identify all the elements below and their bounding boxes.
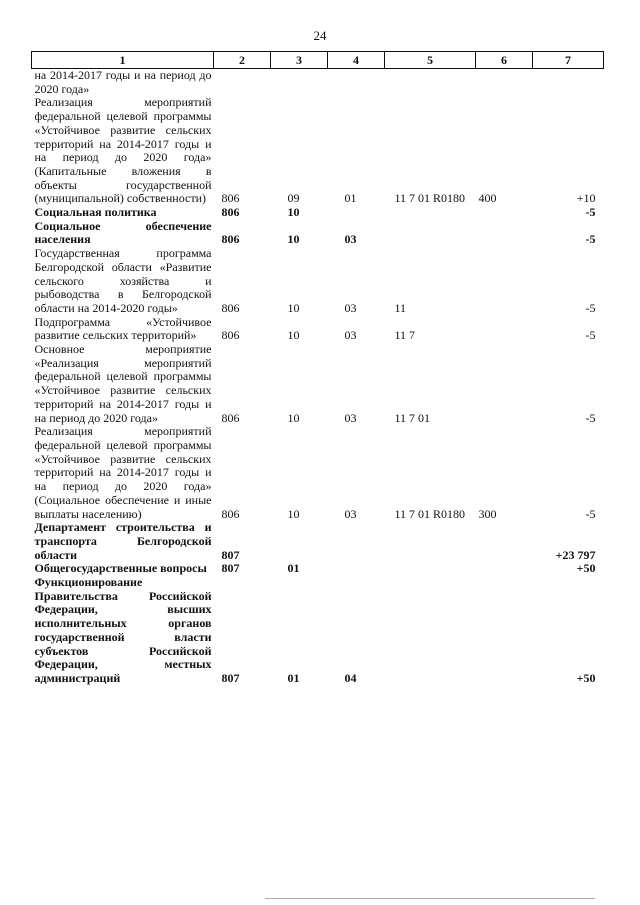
row-c3-cell	[271, 521, 328, 562]
row-c3-cell: 10	[287, 205, 300, 220]
row-c4-cell	[328, 521, 385, 562]
row-name-cell: Общегосударственные вопросы	[34, 561, 207, 576]
table-row	[32, 576, 604, 686]
table-row	[32, 562, 604, 576]
row-name-cell: Реализация мероприятий федеральной целевой программы «Устойчивое развитие сельских территорий на 2014-2017 годы и на период до 2020 года» (Социальное обеспечение и иные выплаты населению)	[34, 424, 212, 521]
row-c7-cell: +50	[576, 561, 596, 576]
row-c2-cell	[214, 69, 271, 97]
row-c7-cell: -5	[585, 205, 596, 220]
row-name-cell: на 2014-2017 годы и на период до 2020 года»	[34, 68, 212, 96]
row-c5-cell	[385, 220, 476, 247]
row-c2-cell: 807	[221, 561, 240, 576]
row-c4-cell: 04	[344, 670, 357, 685]
row-c3-cell: 01	[287, 561, 300, 576]
row-c7-cell: +10	[576, 191, 596, 206]
row-c7-cell	[533, 69, 604, 97]
row-name-cell: Подпрограмма «Устойчивое развитие сельских территорий»	[34, 314, 212, 343]
row-c4-cell: 03	[344, 232, 357, 247]
row-c5-cell: 11 7	[394, 328, 416, 343]
table-row	[32, 96, 604, 206]
row-c3-cell: 10	[287, 506, 300, 521]
row-c6-cell	[476, 343, 533, 425]
row-c6-cell	[476, 576, 533, 686]
row-c6-cell	[476, 316, 533, 343]
row-c2-cell: 806	[221, 191, 240, 206]
row-c6-cell	[476, 206, 533, 220]
row-c6-cell	[476, 69, 533, 97]
header-col-6: 6	[476, 52, 533, 69]
row-name-cell: Реализация мероприятий федеральной целевой программы «Устойчивое развитие сельских территорий на 2014-2017 годы и на период до 2020 года» (Капитальные вложения в объекты государственной (муниципальной) собственности)	[34, 95, 212, 206]
table-row	[32, 316, 604, 343]
row-c3-cell: 09	[287, 191, 300, 206]
table-row	[32, 220, 604, 247]
row-c2-cell: 807	[221, 670, 240, 685]
row-c3-cell: 01	[287, 670, 300, 685]
header-col-7: 7	[533, 52, 604, 69]
row-c5-cell	[385, 206, 476, 220]
row-c3-cell: 10	[287, 300, 300, 315]
row-c7-cell: -5	[585, 232, 596, 247]
budget-table	[31, 51, 604, 686]
header-col-4: 4	[328, 52, 385, 69]
row-c2-cell: 806	[221, 506, 240, 521]
header-col-2: 2	[214, 52, 271, 69]
header-col-3: 3	[271, 52, 328, 69]
table-row	[32, 206, 604, 220]
row-c6-cell	[476, 521, 533, 562]
row-c2-cell: 806	[221, 410, 240, 425]
row-c5-cell: 11 7 01	[394, 410, 431, 425]
row-c5-cell: 11 7 01 R0180	[394, 506, 466, 521]
row-c4-cell: 03	[344, 506, 357, 521]
table-row	[32, 343, 604, 425]
row-c4-cell: 03	[344, 410, 357, 425]
row-c2-cell: 806	[221, 328, 240, 343]
row-c5-cell	[385, 562, 476, 576]
row-c7-cell: -5	[585, 410, 596, 425]
row-c7-cell: -5	[585, 300, 596, 315]
row-c5-cell	[385, 521, 476, 562]
row-c6-cell	[476, 562, 533, 576]
page-number: 24	[313, 28, 327, 43]
row-c7-cell: +23 797	[555, 547, 596, 562]
table-row	[32, 425, 604, 521]
row-name-cell: Функционирование Правительства Российской Федерации, высших исполнительных органов государственной власти субъектов Российской Федерации, местных администраций	[34, 575, 212, 685]
row-c7-cell: -5	[585, 328, 596, 343]
row-name-cell: Основное мероприятие «Реализация мероприятий федеральной целевой программы «Устойчивое развитие сельских территорий на 2014-2017 годы и на период до 2020 года»	[34, 342, 212, 425]
row-c7-cell: -5	[585, 506, 596, 521]
row-c4-cell	[328, 69, 385, 97]
row-name-cell: Департамент строительства и транспорта Белгородской области	[34, 520, 212, 562]
row-c4-cell: 03	[344, 300, 357, 315]
row-c5-cell: 11 7 01 R0180	[394, 191, 466, 206]
row-c4-cell: 03	[344, 328, 357, 343]
row-c2-cell: 806	[221, 300, 240, 315]
table-row	[32, 247, 604, 316]
row-c3-cell: 10	[287, 328, 300, 343]
row-c3-cell: 10	[287, 232, 300, 247]
row-c4-cell	[328, 562, 385, 576]
row-c3-cell	[271, 69, 328, 97]
row-c2-cell: 806	[221, 205, 240, 220]
table-row	[32, 521, 604, 562]
row-c6-cell: 400	[478, 191, 497, 206]
row-name-cell: Государственная программа Белгородской области «Развитие сельского хозяйства и рыбоводства в Белгородской области на 2014-2020 годы»	[34, 246, 212, 315]
row-c7-cell: +50	[576, 670, 596, 685]
row-name-cell: Социальная политика	[34, 205, 157, 220]
footer-line	[265, 898, 595, 899]
row-c6-cell: 300	[478, 506, 497, 521]
row-c5-cell: 11	[394, 300, 407, 315]
row-c4-cell	[328, 206, 385, 220]
table-row	[32, 69, 604, 97]
header-col-5: 5	[385, 52, 476, 69]
row-c6-cell	[476, 220, 533, 247]
header-col-1: 1	[32, 52, 214, 69]
row-c3-cell: 10	[287, 410, 300, 425]
row-name-cell: Социальное обеспечение населения	[34, 218, 212, 247]
row-c2-cell: 807	[221, 547, 240, 562]
row-c4-cell: 01	[344, 191, 357, 206]
row-c5-cell	[385, 69, 476, 97]
header-row	[32, 52, 604, 69]
row-c5-cell	[385, 576, 476, 686]
row-c6-cell	[476, 247, 533, 316]
row-c2-cell: 806	[221, 232, 240, 247]
